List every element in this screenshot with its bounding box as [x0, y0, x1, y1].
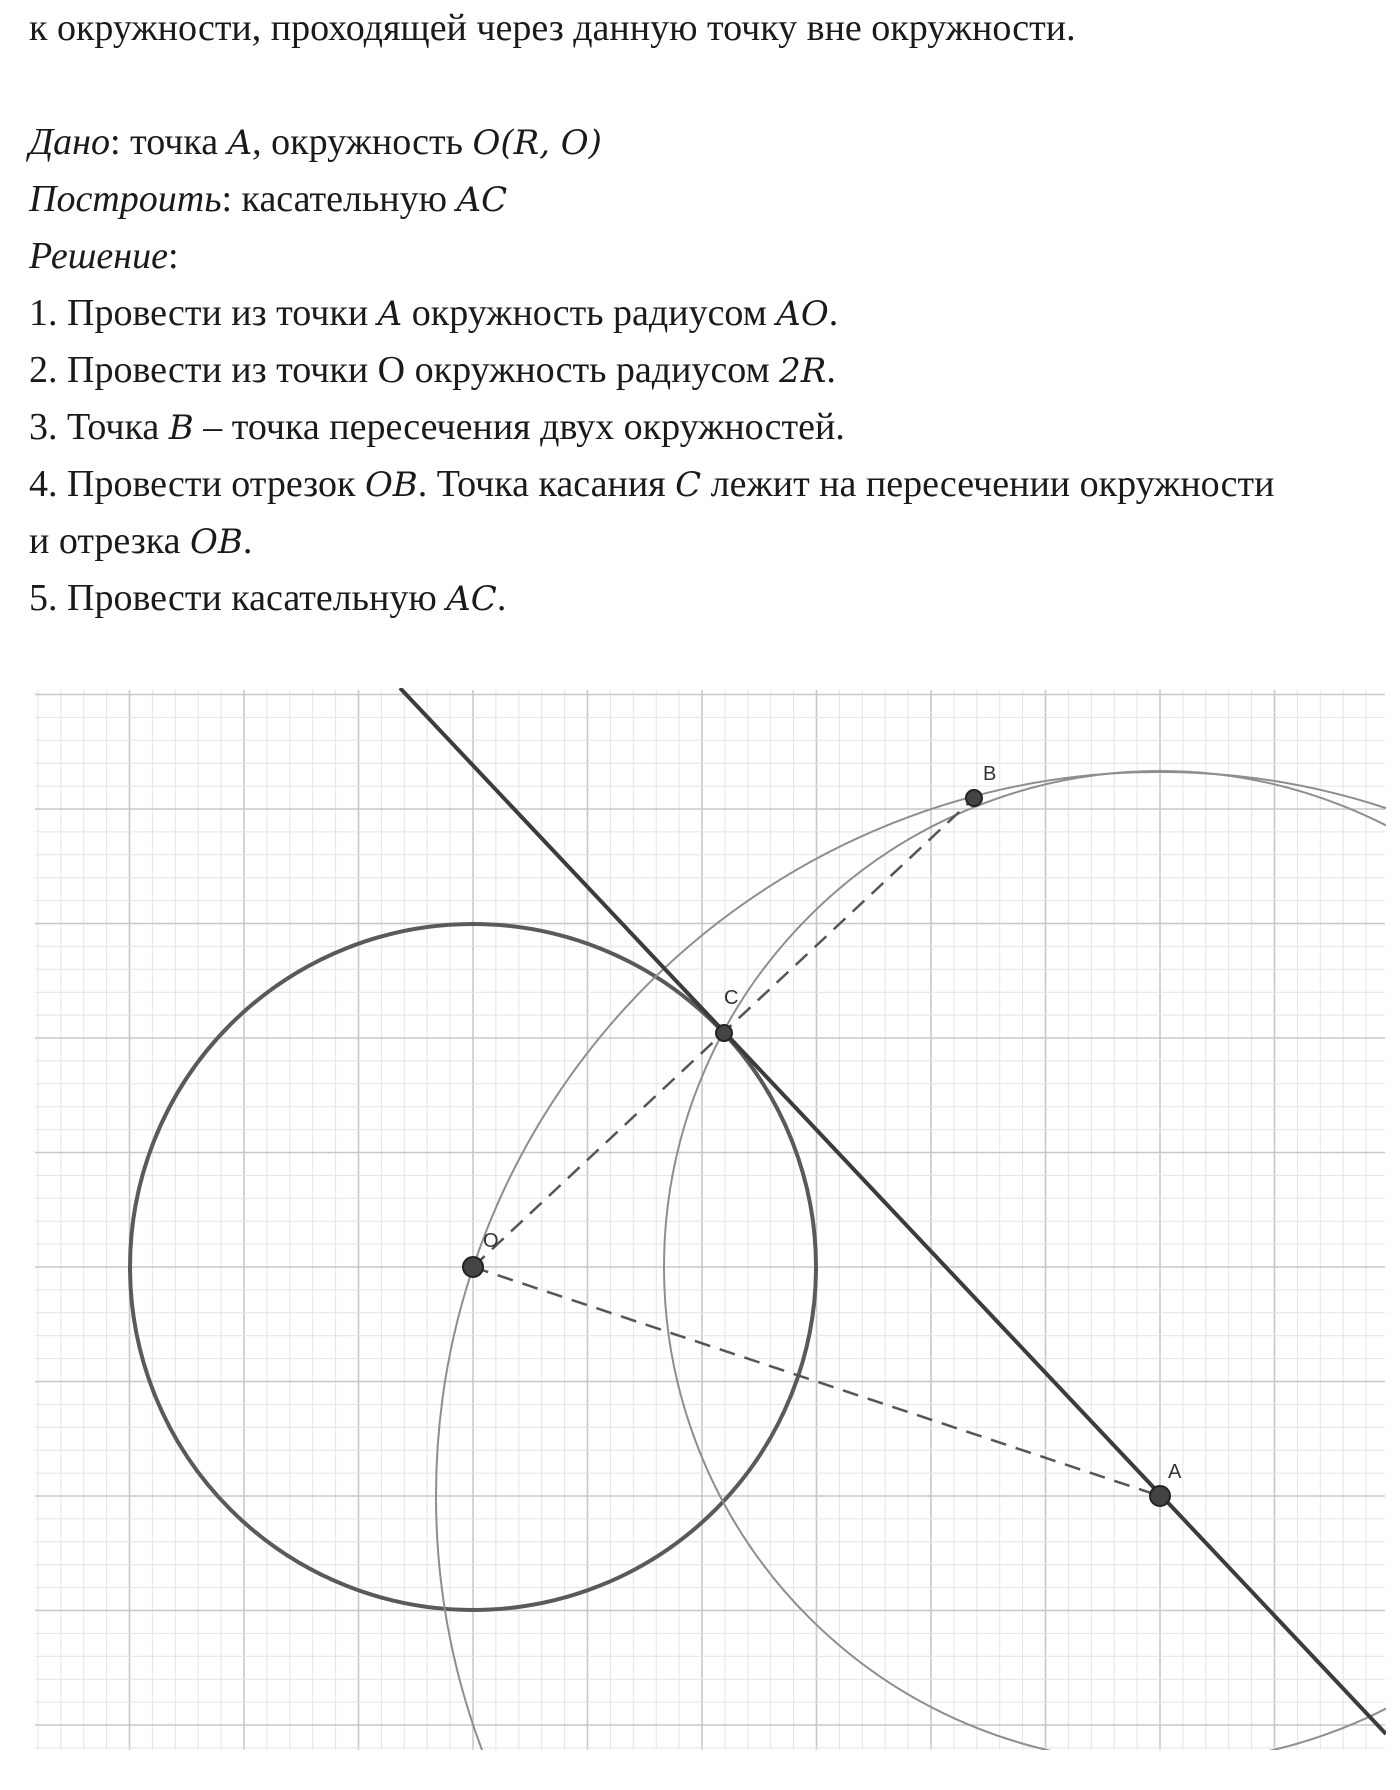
- label-a: A: [1168, 1461, 1182, 1483]
- step-3-text-2: – точка пересечения двух окружностей.: [193, 406, 845, 448]
- step-5-tangent: AC: [446, 579, 497, 619]
- point-o: [463, 1257, 483, 1277]
- label-o: O: [483, 1230, 499, 1252]
- point-a: [1150, 1486, 1170, 1506]
- step-2-text: 2. Провести из точки O окружность радиусом: [29, 349, 780, 391]
- step-4-segment: OB: [364, 465, 418, 505]
- step-4-segment-2: OB: [190, 522, 243, 562]
- step-1-point-a: A: [377, 294, 403, 334]
- step-4-period: .: [242, 520, 253, 562]
- step-4-text-2: . Точка касания: [417, 463, 676, 505]
- given-text-mid: , окружность: [252, 121, 473, 163]
- given-text-before: : точка: [110, 121, 228, 163]
- step-4-text: 4. Провести отрезок: [29, 463, 365, 505]
- given-point-a: A: [227, 123, 253, 163]
- step-5-text: 5. Провести касательную: [29, 577, 447, 619]
- label-c: C: [724, 987, 739, 1009]
- construct-tangent: AC: [456, 180, 508, 220]
- step-3-text: 3. Точка: [29, 406, 169, 448]
- solution-colon: :: [167, 235, 179, 277]
- step-3-point-b: B: [168, 408, 194, 448]
- step-4-point-c: C: [675, 465, 702, 505]
- step-1-period: .: [828, 292, 839, 334]
- step-1-text: 1. Провести из точки: [29, 292, 378, 334]
- tangent-line-ac: [400, 688, 1386, 1734]
- given-circle: O(R, O): [472, 123, 602, 163]
- step-1-radius: AO: [776, 294, 829, 334]
- step-5-period: .: [496, 577, 507, 619]
- given-label: Дано: [29, 121, 111, 163]
- point-b: [966, 790, 982, 806]
- step-2-radius: 2R: [779, 351, 827, 391]
- step-4-text-3: лежит на пересечении окружности: [701, 463, 1275, 505]
- step-2-period: .: [826, 349, 836, 391]
- label-b: B: [983, 763, 997, 785]
- construct-label: Построить: [29, 178, 222, 220]
- solution-label: Решение: [29, 235, 168, 277]
- step-1-text-2: окружность радиусом: [402, 292, 777, 334]
- header-line: к окружности, проходящей через данную точку вне окружности.: [29, 7, 1076, 49]
- step-4-text-4: и отрезка: [29, 520, 190, 562]
- construct-text: : касательную: [221, 178, 457, 220]
- point-c: [716, 1025, 732, 1041]
- circle-radius-ao: [436, 772, 1400, 1790]
- grid: [35, 690, 1385, 1750]
